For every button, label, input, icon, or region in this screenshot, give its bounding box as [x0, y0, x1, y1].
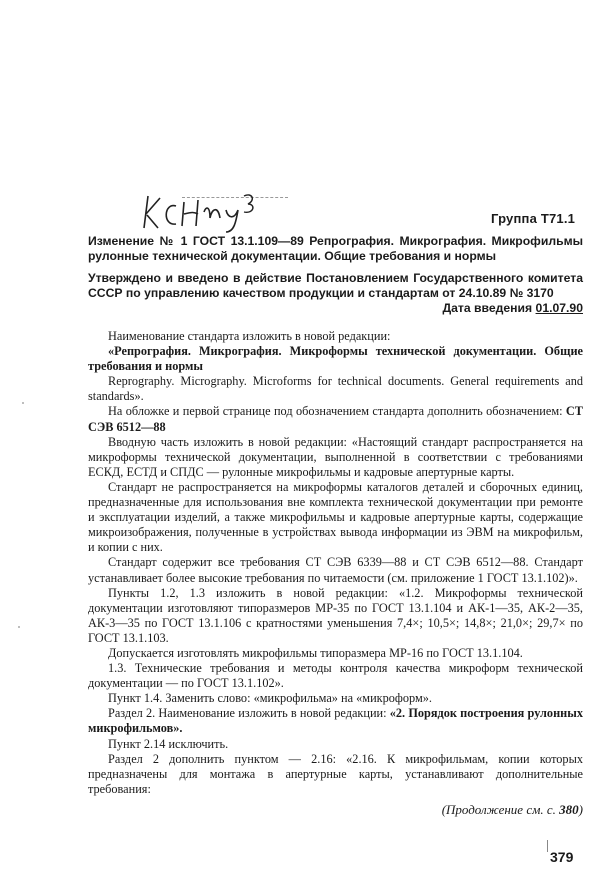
scan-speck [22, 402, 24, 404]
paragraph: Стандарт содержит все требования СТ СЭВ 6339—88 и СТ СЭВ 6512—88. Стандарт устанавливает более высокие требования по читаемости (см. приложение 1 ГОСТ 13.1.102)». [88, 555, 583, 585]
paragraph: Вводную часть изложить в новой редакции: «Настоящий стандарт распространяется на микроформы технической документации, выполненной в соответствии с требованиями ЕСКД, ЕСТД и СПДС — рулонные микрофильмы и кадровые апертурные карты. [88, 434, 583, 479]
continuation-note: (Продолжение см. с. 380) [441, 802, 583, 817]
effective-date [442, 301, 583, 315]
amendment-title: Изменение № 1 ГОСТ 13.1.109—89 Репрография. Микрография. Микрофильмы рулонные технической документации. Общие требования и нормы [88, 234, 583, 263]
paragraph: Пункты 1.2, 1.3 изложить в новой редакции: «1.2. Микроформы технической документации изготовляют типоразмеров МР-35 по ГОСТ 13.1.104 и АК-1—35, АК-2—35, АК-3—35 по ГОСТ 13.1.106 с кратностями уменьшения 7,4×; 10,5×; 14,8×; 21,0×; 29,7× по ГОСТ 13.1.103. [88, 585, 583, 645]
paragraph: Раздел 2 дополнить пунктом — 2.16: «2.16. К микрофильмам, копии которых предназначены для монтажа в апертурные карты, устанавливают дополнительные требования: [88, 751, 583, 796]
paragraph: 1.3. Технические требования и методы контроля качества микроформ технической документации — по ГОСТ 13.1.102». [88, 661, 583, 691]
page-number: 379 [550, 849, 574, 865]
approval-statement: Утверждено и введено в действие Постановлением Государственного комитета СССР по управлению качеством продукции и стандартам от 24.10.89 № 3170 [88, 271, 583, 300]
paragraph: Раздел 2. Наименование изложить в новой редакции: «2. Порядок построения рулонных микрофильмов». [88, 706, 584, 736]
effective-date-value: 01.07.90 [535, 301, 583, 315]
paragraph: Пункт 2.14 исключить. [108, 736, 229, 751]
paragraph: «Репрография. Микрография. Микроформы технической документации. Общие требования и нормы [88, 344, 583, 374]
scan-speck [18, 626, 20, 628]
paragraph: Наименование стандарта изложить в новой редакции: [108, 329, 391, 343]
paragraph: Пункт 1.4. Заменить слово: «микрофильма» на «микроформ». [108, 691, 432, 706]
paragraph: Reprography. Micrography. Microforms for technical documents. General requirements and standards». [88, 374, 583, 404]
handwritten-note [140, 188, 270, 234]
paragraph: На обложке и первой странице под обозначением стандарта дополнить обозначением: СТ СЭВ 6512—88 [88, 404, 583, 434]
effective-date-label: Дата введения [442, 301, 533, 315]
document-body [88, 329, 583, 797]
paragraph: Стандарт не распространяется на микроформы каталогов деталей и сборочных единиц, предназначенные для использования вне комплекта технической документации при ремонте и эксплуатации изделий, а также микрофильмы и кадровые апертурные карты, содержащие микроизображения, полученные в устройствах вывода информации из ЭВМ на микрофильм, и копии с них. [88, 479, 583, 555]
group-label: Группа Т71.1 [491, 211, 576, 226]
paragraph: Допускается изготовлять микрофильмы типоразмера МР-16 по ГОСТ 13.1.104. [108, 645, 523, 660]
